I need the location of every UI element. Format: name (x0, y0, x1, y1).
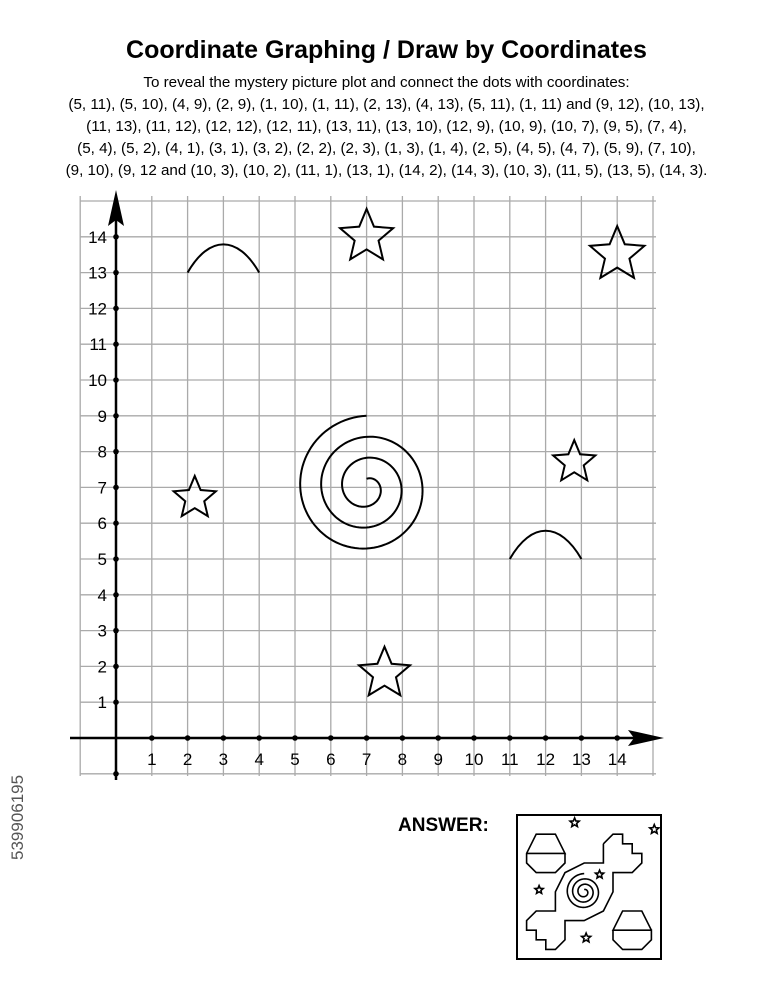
stock-id: 539906195 (8, 774, 27, 860)
answer-spiral (567, 874, 598, 908)
x-tick-dot (292, 735, 298, 741)
y-tick-label: 6 (97, 514, 107, 534)
x-tick-dot (364, 735, 370, 741)
x-tick-dot (400, 735, 406, 741)
y-tick-dot (113, 306, 119, 312)
x-tick-label: 3 (218, 750, 229, 769)
y-tick-dot (113, 377, 119, 383)
y-tick-label: 14 (88, 227, 107, 247)
answer-box (517, 815, 661, 959)
y-tick-label: 10 (88, 371, 107, 390)
answer-candy-wrapper (527, 834, 642, 949)
x-tick-dot (543, 735, 549, 741)
instruction-line: (5, 11), (5, 10), (4, 9), (2, 9), (1, 10), (1, 11), (2, 13), (4, 13), (5, 11), (1, 11) and (9, 12), (10, 13), (68, 96, 705, 113)
answer-star (582, 933, 591, 942)
x-tick-label: 9 (433, 750, 443, 769)
y-tick-label: 8 (97, 442, 107, 462)
x-tick-dot (149, 735, 155, 741)
y-tick-dot (113, 520, 119, 526)
x-tick-dot (435, 735, 441, 741)
page-title: Coordinate Graphing / Draw by Coordinates (126, 36, 647, 64)
instruction-line: (9, 10), (9, 12 and (10, 3), (10, 2), (11, 1), (13, 1), (14, 2), (14, 3), (10, 3), (11, 5), (13, 5), (14, 3). (65, 162, 708, 179)
x-tick-dot (614, 735, 620, 741)
x-tick-dot (221, 735, 227, 741)
y-tick-dot (113, 485, 119, 491)
y-tick-label: 7 (97, 478, 107, 498)
answer-star (595, 870, 603, 878)
x-tick-label: 5 (290, 750, 300, 769)
x-tick-label: 8 (397, 750, 408, 769)
y-tick-dot (113, 234, 119, 240)
y-tick-dot (113, 628, 119, 634)
y-tick-label: 12 (88, 299, 107, 319)
x-tick-label: 1 (147, 750, 157, 769)
spiral-shape (300, 416, 422, 549)
x-tick-dot (507, 735, 513, 741)
answer-star (650, 825, 659, 834)
answer-candy-corn (527, 834, 565, 872)
x-tick-dot (328, 735, 334, 741)
y-tick-label: 9 (97, 406, 107, 426)
x-tick-label: 7 (361, 750, 372, 769)
star-shape (553, 440, 595, 480)
y-tick-dot (113, 664, 119, 670)
x-tick-label: 2 (182, 750, 193, 769)
y-tick-label: 3 (97, 621, 107, 641)
instruction-line: (11, 13), (11, 12), (12, 12), (12, 11), (13, 11), (13, 10), (12, 9), (10, 9), (10, 7), (9, 5), (7, 4), (86, 118, 687, 135)
x-tick-dot (471, 735, 477, 741)
x-tick-dot (579, 735, 585, 741)
x-tick-label: 10 (464, 750, 484, 769)
x-tick-label: 14 (607, 750, 627, 769)
y-tick-label: 4 (97, 585, 107, 605)
y-tick-dot (113, 449, 119, 455)
x-tick-dot (185, 735, 191, 741)
y-tick-dot (113, 592, 119, 598)
answer-label: ANSWER: (398, 815, 489, 836)
y-tick-dot (113, 270, 119, 276)
x-tick-label: 12 (536, 750, 556, 769)
y-tick-label: 11 (89, 335, 107, 355)
y-tick-dot (113, 341, 119, 347)
y-tick-label: 5 (97, 550, 107, 569)
instruction-line: (5, 4), (5, 2), (4, 1), (3, 1), (3, 2), (2, 2), (2, 3), (1, 3), (1, 4), (2, 5), (4, 5), (4, 7), (5, 9), (7, 10), (77, 140, 696, 157)
x-tick-label: 11 (500, 750, 519, 769)
answer-candy-corn (613, 911, 651, 949)
answer-star (535, 886, 543, 894)
answer-picture (527, 818, 659, 950)
answer-star (570, 818, 579, 827)
y-tick-label: 1 (97, 693, 107, 713)
x-tick-dot (256, 735, 262, 741)
axis-end-dot (113, 771, 119, 777)
x-tick-label: 4 (254, 750, 264, 769)
y-tick-dot (113, 413, 119, 419)
y-tick-dot (113, 699, 119, 705)
y-tick-label: 2 (97, 657, 107, 677)
star-shape (174, 476, 216, 516)
x-tick-label: 13 (571, 750, 591, 769)
x-tick-label: 6 (326, 750, 336, 769)
grid-lines (80, 196, 656, 776)
y-tick-label: 13 (88, 263, 107, 283)
instruction-line: To reveal the mystery picture plot and connect the dots with coordinates: (143, 74, 630, 91)
y-tick-dot (113, 556, 119, 562)
